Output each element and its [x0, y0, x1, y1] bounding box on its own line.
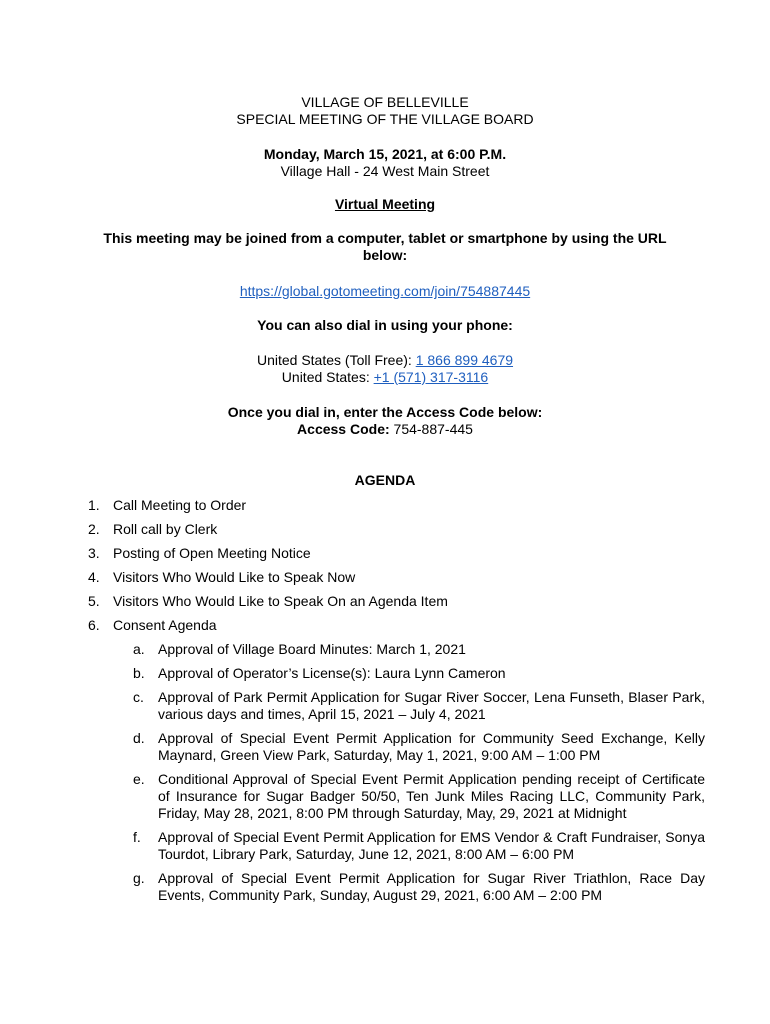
consent-item-letter: g.	[133, 870, 145, 886]
consent-item-text: Approval of Park Permit Application for Sugar River Soccer, Lena Funseth, Blaser Park, various days and times, April 15, 2021 – July 4, 2021	[158, 689, 705, 722]
agenda-heading: AGENDA	[354, 472, 416, 488]
join-instructions: This meeting may be joined from a computer, tablet or smartphone by using the URL below:	[103, 230, 667, 263]
agenda-item-number: 5.	[88, 593, 100, 609]
phone-us-link[interactable]: +1 (571) 317-3116	[373, 369, 489, 385]
document-header	[0, 94, 770, 128]
consent-item	[133, 870, 705, 904]
phone-toll-free-label: United States (Toll Free):	[256, 352, 416, 368]
consent-item-letter: c.	[133, 689, 144, 705]
agenda-item	[88, 593, 688, 610]
access-code-row	[0, 421, 770, 438]
meeting-datetime: Monday, March 15, 2021, at 6:00 P.M.	[263, 146, 507, 162]
virtual-section	[0, 196, 770, 213]
agenda-item-consent	[88, 617, 705, 904]
meeting-type: SPECIAL MEETING OF THE VILLAGE BOARD	[236, 111, 534, 127]
consent-item	[133, 829, 705, 863]
phone-numbers	[0, 352, 770, 386]
consent-item	[133, 689, 705, 723]
agenda-item	[88, 569, 688, 586]
consent-item	[133, 771, 705, 822]
consent-item-letter: a.	[133, 641, 145, 657]
consent-item-letter: e.	[133, 771, 145, 787]
agenda-item-text: Visitors Who Would Like to Speak Now	[113, 569, 356, 585]
agenda-item-number: 4.	[88, 569, 100, 585]
meeting-location: Village Hall - 24 West Main Street	[280, 163, 490, 179]
access-code-label: Access Code:	[297, 421, 390, 437]
consent-item	[133, 641, 705, 658]
agenda-item-text: Posting of Open Meeting Notice	[113, 545, 311, 561]
consent-item-text: Approval of Special Event Permit Application for EMS Vendor & Craft Fundraiser, Sonya Tourdot, Library Park, Saturday, June 12, 2021, 8:00 AM – 6:00 PM	[158, 829, 705, 862]
virtual-meeting-heading: Virtual Meeting	[334, 196, 436, 212]
phone-toll-free-row	[0, 352, 770, 369]
village-name: VILLAGE OF BELLEVILLE	[301, 94, 469, 110]
agenda-item	[88, 497, 688, 514]
consent-item	[133, 665, 705, 682]
agenda-item-text: Call Meeting to Order	[113, 497, 247, 513]
consent-item-text: Approval of Village Board Minutes: March 1, 2021	[158, 641, 466, 657]
agenda-item-text: Roll call by Clerk	[113, 521, 218, 537]
dial-in-heading: You can also dial in using your phone:	[257, 317, 513, 333]
phone-us-row	[0, 369, 770, 386]
access-code-value: 754-887-445	[389, 421, 473, 437]
consent-item-text: Approval of Special Event Permit Application for Sugar River Triathlon, Race Day Events, Community Park, Sunday, August 29, 2021, 6:00 AM – 2:00 PM	[158, 870, 705, 903]
phone-us-label: United States:	[281, 369, 374, 385]
consent-item-text: Approval of Operator’s License(s): Laura Lynn Cameron	[158, 665, 506, 681]
agenda-list	[88, 497, 705, 911]
agenda-item-number: 3.	[88, 545, 100, 561]
meeting-url-row	[0, 283, 770, 300]
agenda-item	[88, 521, 688, 538]
agenda-item	[88, 545, 688, 562]
access-code-section	[0, 404, 770, 438]
agenda-item-number: 6.	[88, 617, 100, 633]
meeting-url-link[interactable]: https://global.gotomeeting.com/join/754887445	[239, 283, 531, 299]
consent-item-letter: b.	[133, 665, 145, 681]
consent-item-text: Conditional Approval of Special Event Permit Application pending receipt of Certificate of Insurance for Sugar Badger 50/50, Ten Junk Miles Racing LLC, Community Park, Friday, May 28, 2021, 8:00 PM through Saturday, May, 29, 2021 at Midnight	[158, 771, 705, 821]
agenda-item-text: Consent Agenda	[113, 617, 217, 633]
consent-agenda-list	[113, 641, 705, 904]
meeting-details	[0, 146, 770, 180]
access-code-heading: Once you dial in, enter the Access Code below:	[227, 404, 543, 420]
consent-item-letter: d.	[133, 730, 145, 746]
consent-item-text: Approval of Special Event Permit Application for Community Seed Exchange, Kelly Maynard, Green View Park, Saturday, May 1, 2021, 9:00 AM – 1:00 PM	[158, 730, 705, 763]
agenda-item-text: Visitors Who Would Like to Speak On an Agenda Item	[113, 593, 448, 609]
agenda-item-number: 1.	[88, 497, 100, 513]
consent-item-letter: f.	[133, 829, 141, 845]
agenda-item-number: 2.	[88, 521, 100, 537]
consent-item	[133, 730, 705, 764]
phone-toll-free-link[interactable]: 1 866 899 4679	[415, 352, 514, 368]
